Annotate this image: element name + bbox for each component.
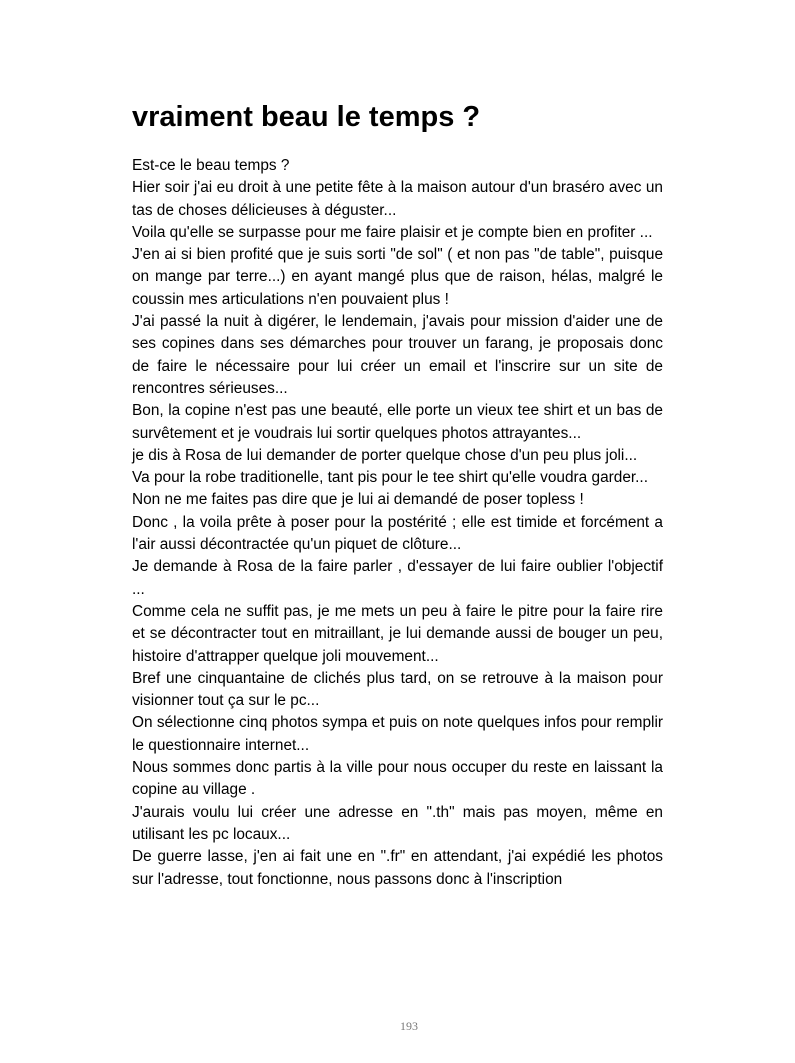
paragraph: J'en ai si bien profité que je suis sorti "de sol" ( et non pas "de table", puisque on mange par terre...) en ayant mangé plus que de raison, hélas, malgré le coussin mes articulations n'en pouvaient plus ! bbox=[132, 246, 663, 308]
body-text bbox=[132, 155, 663, 891]
page-number: 193 bbox=[400, 1019, 418, 1033]
paragraph: Bref une cinquantaine de clichés plus tard, on se retrouve à la maison pour visionner tout ça sur le pc... bbox=[132, 669, 663, 710]
paragraph: Comme cela ne suffit pas, je me mets un peu à faire le pitre pour la faire rire et se décontracter tout en mitraillant, je lui demande aussi de bouger un peu, histoire d'attrapper quelque joli mouvement... bbox=[132, 602, 663, 665]
paragraph: Nous sommes donc partis à la ville pour nous occuper du reste en laissant la copine au village . bbox=[132, 759, 663, 799]
paragraph: J'ai passé la nuit à digérer, le lendemain, j'avais pour mission d'aider une de ses copines dans ses démarches pour trouver un farang, je proposais donc de faire le nécessaire pour lui créer un email et l'inscrire sur un site de rencontres sérieuses... bbox=[132, 313, 663, 397]
paragraph: J'aurais voulu lui créer une adresse en ".th" mais pas moyen, même en utilisant les pc locaux... bbox=[132, 803, 663, 843]
paragraph: Je demande à Rosa de la faire parler , d'essayer de lui faire oublier l'objectif ... bbox=[132, 558, 663, 598]
paragraph: je dis à Rosa de lui demander de porter quelque chose d'un peu plus joli... bbox=[132, 446, 638, 464]
paragraph: Est-ce le beau temps ? bbox=[132, 157, 290, 174]
paragraph: On sélectionne cinq photos sympa et puis on note quelques infos pour remplir le questionnaire internet... bbox=[132, 714, 663, 754]
paragraph: Hier soir j'ai eu droit à une petite fête à la maison autour d'un braséro avec un tas de choses délicieuses à déguster... bbox=[132, 179, 663, 219]
page-title: vraiment beau le temps ? bbox=[132, 101, 481, 133]
paragraph: Donc , la voila prête à poser pour la postérité ; elle est timide et forcément a l'air aussi décontractée qu'un piquet de clôture... bbox=[132, 513, 663, 554]
paragraph: Bon, la copine n'est pas une beauté, elle porte un vieux tee shirt et un bas de survêtement et je voudrais lui sortir quelques photos attrayantes... bbox=[132, 402, 663, 442]
paragraph: Va pour la robe traditionelle, tant pis pour le tee shirt qu'elle voudra garder... bbox=[132, 469, 648, 487]
paragraph: De guerre lasse, j'en ai fait une en ".fr" en attendant, j'ai expédié les photos sur l'adresse, tout fonctionne, nous passons donc à l'inscription bbox=[132, 848, 663, 888]
paragraph: Non ne me faites pas dire que je lui ai demandé de poser topless ! bbox=[132, 491, 584, 509]
paragraph: Voila qu'elle se surpasse pour me faire plaisir et je compte bien en profiter ... bbox=[132, 223, 653, 241]
